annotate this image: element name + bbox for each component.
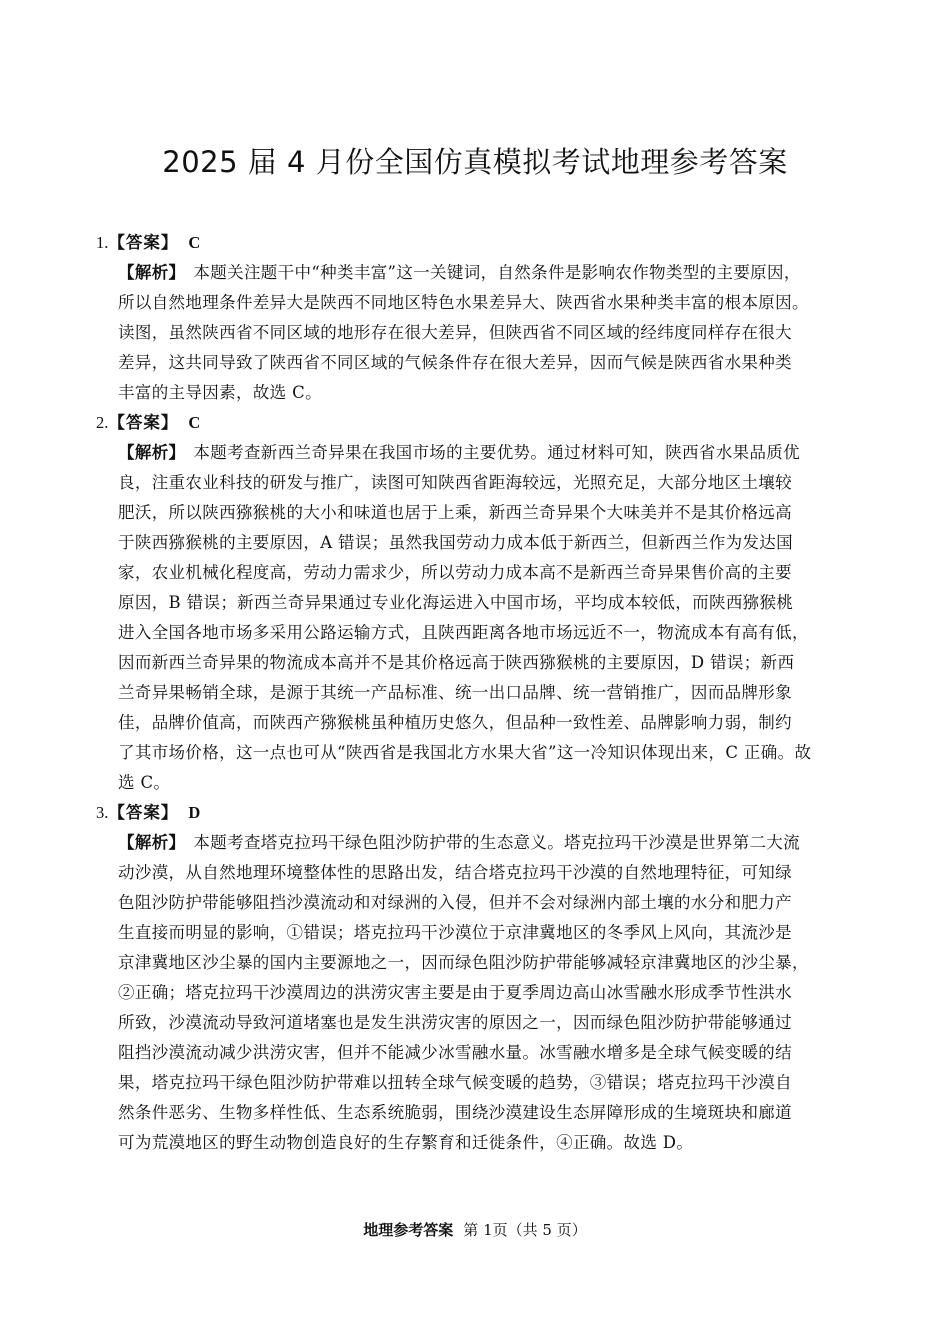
analysis-line: 果，塔克拉玛干绿色阻沙防护带难以扭转全球气候变暖的趋势，③错误；塔克拉玛干沙漠自 — [118, 1073, 792, 1092]
analysis-line: 佳，品牌价值高，而陕西产猕猴桃虽种植历史悠久，但品种一致性差、品牌影响力弱，制约 — [118, 713, 792, 732]
analysis-line: 兰奇异果畅销全球，是源于其统一产品标准、统一出口品牌、统一营销推广，因而品牌形象 — [118, 683, 792, 702]
analysis-line: 家，农业机械化程度高，劳动力需求少，所以劳动力成本高不是新西兰奇异果售价高的主要 — [118, 563, 792, 582]
answer-label: 【答案】 — [108, 233, 179, 252]
question-2 — [96, 408, 858, 798]
answer-label: 【答案】 — [108, 803, 179, 822]
analysis-block — [96, 828, 858, 1158]
answer-line — [96, 798, 858, 828]
answer-label: 【答案】 — [108, 413, 179, 432]
answer-choice: D — [188, 803, 201, 822]
analysis-line — [118, 438, 858, 468]
analysis-line: ②正确；塔克拉玛干沙漠周边的洪涝灾害主要是由于夏季周边高山冰雪融水形成季节性洪水 — [118, 983, 792, 1002]
analysis-text: 本题考查新西兰奇异果在我国市场的主要优势。通过材料可知，陕西省水果品质优 — [193, 443, 801, 462]
analysis-line: 丰富的主导因素，故选 C。 — [118, 383, 322, 402]
analysis-line: 了其市场价格，这一点也可从“陕西省是我国北方水果大省”这一冷知识体现出来，C 正确。故 — [118, 743, 812, 762]
analysis-line: 进入全国各地市场多采用公路运输方式，且陕西距离各地市场远近不一，物流成本有高有低， — [118, 623, 809, 642]
analysis-line: 肥沃，所以陕西猕猴桃的大小和味道也居于上乘，新西兰奇异果个大味美并不是其价格远高 — [118, 503, 792, 522]
analysis-text: 本题考查塔克拉玛干绿色阻沙防护带的生态意义。塔克拉玛干沙漠是世界第二大流 — [193, 833, 801, 852]
analysis-line: 京津冀地区沙尘暴的国内主要源地之一，因而绿色阻沙防护带能够减轻京津冀地区的沙尘暴， — [118, 953, 809, 972]
analysis-line: 阻挡沙漠流动减少洪涝灾害，但并不能减少冰雪融水量。冰雪融水增多是全球气候变暖的结 — [118, 1043, 792, 1062]
page-footer — [0, 1219, 950, 1240]
question-number: 3. — [96, 803, 109, 822]
analysis-label: 【解析】 — [118, 263, 186, 282]
analysis-line: 原因，B 错误；新西兰奇异果通过专业化海运进入中国市场，平均成本较低，而陕西猕猴桃 — [118, 593, 794, 612]
answer-line — [96, 228, 858, 258]
analysis-block — [96, 258, 858, 408]
analysis-label: 【解析】 — [118, 443, 186, 462]
analysis-text: 本题关注题干中“种类丰富”这一关键词，自然条件是影响农作物类型的主要原因， — [193, 263, 801, 282]
answer-choice: C — [188, 233, 201, 252]
analysis-block — [96, 438, 858, 798]
analysis-line: 可为荒漠地区的野生动物创造良好的生存繁育和迁徙条件，④正确。故选 D。 — [118, 1133, 694, 1152]
footer-doc-title: 地理参考答案 — [363, 1221, 454, 1239]
analysis-line: 选 C。 — [118, 773, 171, 792]
analysis-line — [118, 828, 858, 858]
answer-choice: C — [188, 413, 201, 432]
analysis-line: 色阻沙防护带能够阻挡沙漠流动和对绿洲的入侵，但并不会对绿洲内部土壤的水分和肥力产 — [118, 893, 792, 912]
page-title: 2025 届 4 月份全国仿真模拟考试地理参考答案 — [162, 145, 788, 179]
question-number: 1. — [96, 233, 109, 252]
analysis-label: 【解析】 — [118, 833, 186, 852]
analysis-line: 于陕西猕猴桃的主要原因，A 错误；虽然我国劳动力成本低于新西兰，但新西兰作为发达国 — [118, 533, 794, 552]
analysis-line: 生直接而明显的影响，①错误；塔克拉玛干沙漠位于京津冀地区的冬季风上风向，其流沙是 — [118, 923, 792, 942]
footer-page-number: 第 1页（共 5 页） — [463, 1221, 587, 1239]
analysis-line: 所以自然地理条件差异大是陕西不同地区特色水果差异大、陕西省水果种类丰富的根本原因。 — [118, 293, 809, 312]
analysis-line: 动沙漠，从自然地理环境整体性的思路出发，结合塔克拉玛干沙漠的自然地理特征，可知绿 — [118, 863, 792, 882]
analysis-line: 良，注重农业科技的研发与推广，读图可知陕西省距海较远，光照充足，大部分地区土壤较 — [118, 473, 792, 492]
analysis-line: 读图，虽然陕西省不同区域的地形存在很大差异，但陕西省不同区域的经纬度同样存在很大 — [118, 323, 792, 342]
question-3 — [96, 798, 858, 1158]
answer-line — [96, 408, 858, 438]
analysis-line: 差异，这共同导致了陕西省不同区域的气候条件存在很大差异，因而气候是陕西省水果种类 — [118, 353, 792, 372]
analysis-line — [118, 258, 858, 288]
question-1 — [96, 228, 858, 408]
analysis-line: 因而新西兰奇异果的物流成本高并不是其价格远高于陕西猕猴桃的主要原因，D 错误；新西 — [118, 653, 795, 672]
analysis-line: 然条件恶劣、生物多样性低、生态系统脆弱，围绕沙漠建设生态屏障形成的生境斑块和廊道 — [118, 1103, 792, 1122]
analysis-line: 所致，沙漠流动导致河道堵塞也是发生洪涝灾害的原因之一，因而绿色阻沙防护带能够通过 — [118, 1013, 792, 1032]
question-number: 2. — [96, 413, 109, 432]
answer-content — [96, 228, 858, 1158]
